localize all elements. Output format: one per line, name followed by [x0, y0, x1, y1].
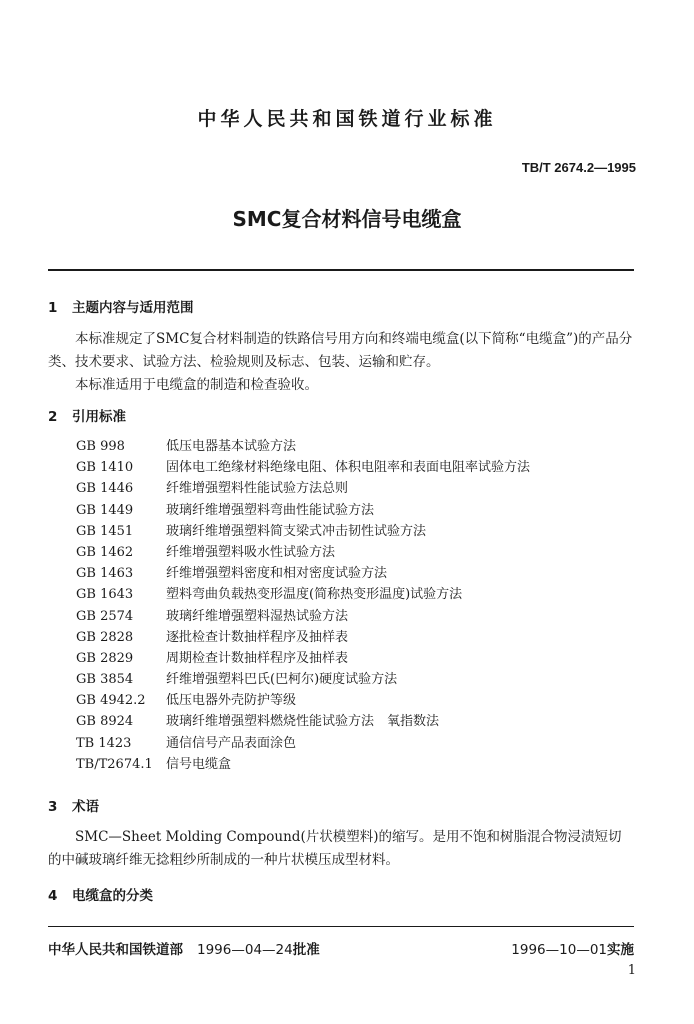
reference-name: 周期检查计数抽样程序及抽样表	[166, 650, 349, 666]
section-4-heading	[48, 884, 153, 904]
section-3-paragraph-1: SMC—Sheet Molding Compound(片状模塑料)的缩写。是用不饱和树脂混合物浸渍短切的中碱玻璃纤维无捻粗纱所制成的一种片状模压成型材料。	[48, 829, 622, 868]
section-number: 3	[48, 799, 58, 815]
section-title: 术语	[72, 799, 99, 815]
reference-name: 纤维增强塑料性能试验方法总则	[166, 481, 349, 497]
reference-name: 逐批检查计数抽样程序及抽样表	[166, 629, 349, 645]
reference-code: GB 1463	[76, 566, 134, 582]
reference-name: 纤维增强塑料吸水性试验方法	[166, 544, 336, 560]
section-title: 主题内容与适用范围	[72, 300, 194, 316]
reference-code: GB 2829	[76, 650, 134, 666]
section-number: 2	[48, 409, 58, 425]
reference-code: TB/T2674.1	[76, 756, 153, 772]
reference-name: 纤维增强塑料巴氏(巴柯尔)硬度试验方法	[166, 672, 398, 688]
reference-item	[76, 733, 636, 754]
reference-item	[76, 606, 636, 627]
issue-info	[48, 938, 320, 958]
header-divider	[48, 269, 634, 271]
reference-code: GB 1449	[76, 502, 134, 518]
reference-name: 玻璃纤维增强塑料燃烧性能试验方法 氧指数法	[166, 714, 440, 730]
reference-name: 塑料弯曲负载热变形温度(简称热变形温度)试验方法	[166, 587, 463, 603]
reference-name: 纤维增强塑料密度和相对密度试验方法	[166, 566, 388, 582]
reference-name: 玻璃纤维增强塑料弯曲性能试验方法	[166, 502, 375, 518]
reference-code: GB 998	[76, 439, 125, 454]
reference-name: 玻璃纤维增强塑料简支梁式冲击韧性试验方法	[166, 523, 427, 539]
reference-name: 玻璃纤维增强塑料湿热试验方法	[166, 608, 349, 624]
reference-item	[76, 478, 636, 499]
section-title: 电缆盒的分类	[72, 888, 153, 904]
reference-name: 低压电器基本试验方法	[166, 439, 297, 454]
section-1-paragraph-2: 本标准适用于电缆盒的制造和检查验收。	[75, 377, 318, 393]
reference-item	[76, 436, 636, 457]
reference-item	[76, 648, 636, 669]
section-2-heading	[48, 405, 126, 425]
reference-code: GB 2574	[76, 608, 134, 624]
effective-date: 1996—10—01	[511, 942, 607, 958]
reference-code: GB 4942.2	[76, 693, 146, 709]
reference-code: GB 2828	[76, 629, 134, 645]
reference-code: GB 1451	[76, 523, 134, 539]
reference-list	[76, 436, 636, 775]
issuer: 中华人民共和国铁道部	[48, 942, 183, 958]
reference-name: 低压电器外壳防护等级	[166, 693, 297, 709]
footer	[48, 938, 634, 960]
reference-name: 固体电工绝缘材料绝缘电阻、体积电阻率和表面电阻率试验方法	[166, 460, 531, 476]
reference-item	[76, 457, 636, 478]
reference-item	[76, 690, 636, 711]
page-number: 1	[627, 963, 636, 978]
section-title: 引用标准	[72, 409, 126, 425]
reference-item	[76, 627, 636, 648]
reference-item	[76, 669, 636, 690]
issue-date: 1996—04—24	[197, 942, 293, 958]
section-1-heading	[48, 296, 194, 316]
reference-code: GB 1446	[76, 481, 134, 497]
reference-code: TB 1423	[76, 735, 132, 751]
reference-code: GB 1462	[76, 544, 134, 560]
reference-code: GB 8924	[76, 714, 134, 730]
reference-item	[76, 711, 636, 732]
footer-divider	[48, 926, 634, 927]
section-1-paragraph-1: 本标准规定了SMC复合材料制造的铁路信号用方向和终端电缆盒(以下简称“电缆盒”)的产品分类、技术要求、试验方法、检验规则及标志、包装、运输和贮存。	[48, 331, 633, 370]
reference-item	[76, 521, 636, 542]
reference-name: 通信信号产品表面涂色	[166, 735, 297, 751]
issue-label: 批准	[292, 942, 320, 958]
section-number: 1	[48, 300, 58, 316]
effective-info	[511, 938, 634, 958]
reference-item	[76, 563, 636, 584]
org-standard-heading: 中华人民共和国铁道行业标准	[197, 108, 497, 130]
reference-code: GB 1410	[76, 460, 134, 476]
section-3-heading	[48, 795, 99, 815]
reference-name: 信号电缆盒	[166, 756, 232, 772]
section-number: 4	[48, 888, 58, 904]
effective-label: 实施	[607, 942, 634, 958]
reference-code: GB 1643	[76, 587, 134, 603]
standard-code: TB/T 2674.2—1995	[521, 160, 636, 175]
reference-code: GB 3854	[76, 672, 134, 688]
reference-item	[76, 542, 636, 563]
reference-item	[76, 584, 636, 605]
reference-item	[76, 500, 636, 521]
reference-item	[76, 754, 636, 775]
document-title: SMC复合材料信号电缆盒	[232, 207, 462, 231]
